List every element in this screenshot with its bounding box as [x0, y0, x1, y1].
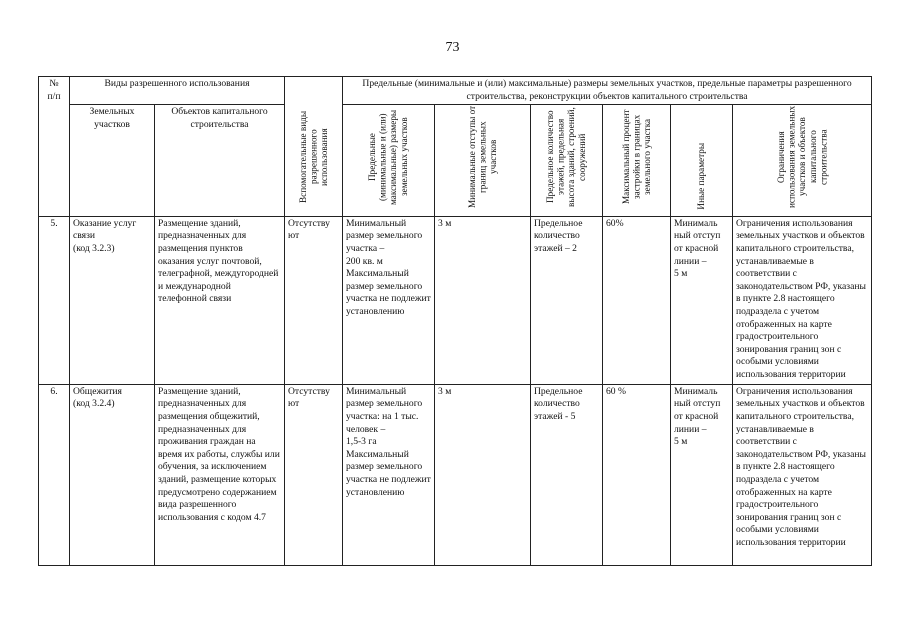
setbacks-cell: 3 м: [435, 384, 531, 565]
other-cell: Минималь ный отступ от красной линии – 5 м: [671, 216, 733, 384]
coverage-cell: 60%: [603, 216, 671, 384]
header-plot-sizes: [343, 105, 435, 217]
row-num: 5.: [39, 216, 70, 384]
header-restrictions-label: Ограничения использования земельных участков и объектов капитального строительства: [775, 106, 828, 209]
permitted-use-table: [38, 76, 872, 566]
header-setbacks-label: Минимальные отступы от границ земельных участков: [466, 106, 498, 209]
header-other-label: Иные параметры: [696, 142, 707, 210]
header-restrictions: [733, 105, 872, 217]
restrictions-cell: Ограничения использования земельных участков и объектов капитального строительства, устанавливаемые в соответствии с законодательством РФ, указаны в пункте 2.8 настоящего подраздела с учетом отображенных на карте градостроительного зонирования границ зон с особыми условиями использования территории: [733, 216, 872, 384]
land-use-cell: Оказание услуг связи (код 3.2.3): [70, 216, 155, 384]
coverage-cell: 60 %: [603, 384, 671, 565]
page-number: 73: [445, 40, 460, 55]
header-num: № п/п: [39, 77, 70, 217]
restrictions-cell: Ограничения использования земельных участков и объектов капитального строительства, устанавливаемые в соответствии с законодательством РФ, указаны в пункте 2.8 настоящего подраздела с учетом отображенных на карте градостроительного зонирования границ зон с особыми условиями использования территории: [733, 384, 872, 565]
table-row: [39, 216, 872, 384]
header-plot-sizes-label: Предельные (минимальные и (или) максимальные) размеры земельных участков: [367, 109, 410, 205]
header-capital-objects: Объектов капитального строительства: [155, 105, 285, 217]
header-floors-label: Предельное количество этажей, предельная высота зданий, строений, сооружений: [545, 107, 588, 208]
header-coverage: [603, 105, 671, 217]
floors-cell: Предельное количество этажей – 2: [531, 216, 603, 384]
header-floors: [531, 105, 603, 217]
header-other: [671, 105, 733, 217]
header-limits: Предельные (минимальные и (или) максимальные) размеры земельных участков, предельные параметры разрешенного строительства, реконструкции объектов капитального строительства: [343, 77, 872, 105]
header-land-plots: Земельных участков: [70, 105, 155, 217]
objects-cell: Размещение зданий, предназначенных для размещения пунктов оказания услуг почтовой, телеграфной, междугородней и международной телефонной связи: [155, 216, 285, 384]
land-use-cell: Общежития (код 3.2.4): [70, 384, 155, 565]
auxiliary-cell: Отсутству ют: [285, 384, 343, 565]
plot-sizes-cell: Минимальный размер земельного участка – 200 кв. м Максимальный размер земельного участка не подлежит установлению: [343, 216, 435, 384]
header-permitted-uses: Виды разрешенного использования: [70, 77, 285, 105]
other-cell: Минималь ный отступ от красной линии – 5 м: [671, 384, 733, 565]
objects-cell: Размещение зданий, предназначенных для размещения общежитий, предназначенных для проживания граждан на время их работы, службы или обучения, за исключением зданий, размещение которых предусмотрено содержанием вида разрешенного использования с кодом 4.7: [155, 384, 285, 565]
header-auxiliary: [285, 77, 343, 217]
plot-sizes-cell: Минимальный размер земельного участка: на 1 тыс. человек – 1,5-3 га Максимальный размер земельного участка не подлежит установлению: [343, 384, 435, 565]
row-num: 6.: [39, 384, 70, 565]
header-auxiliary-label: Вспомогательные виды разрешенного использования: [297, 111, 329, 204]
table-row: [39, 384, 872, 565]
setbacks-cell: 3 м: [435, 216, 531, 384]
header-coverage-label: Максимальный процент застройки в границах земельного участка: [620, 109, 652, 205]
auxiliary-cell: Отсутству ют: [285, 216, 343, 384]
header-row-top: [39, 77, 872, 105]
header-row-sub: [39, 105, 872, 217]
header-setbacks: [435, 105, 531, 217]
floors-cell: Предельное количество этажей - 5: [531, 384, 603, 565]
